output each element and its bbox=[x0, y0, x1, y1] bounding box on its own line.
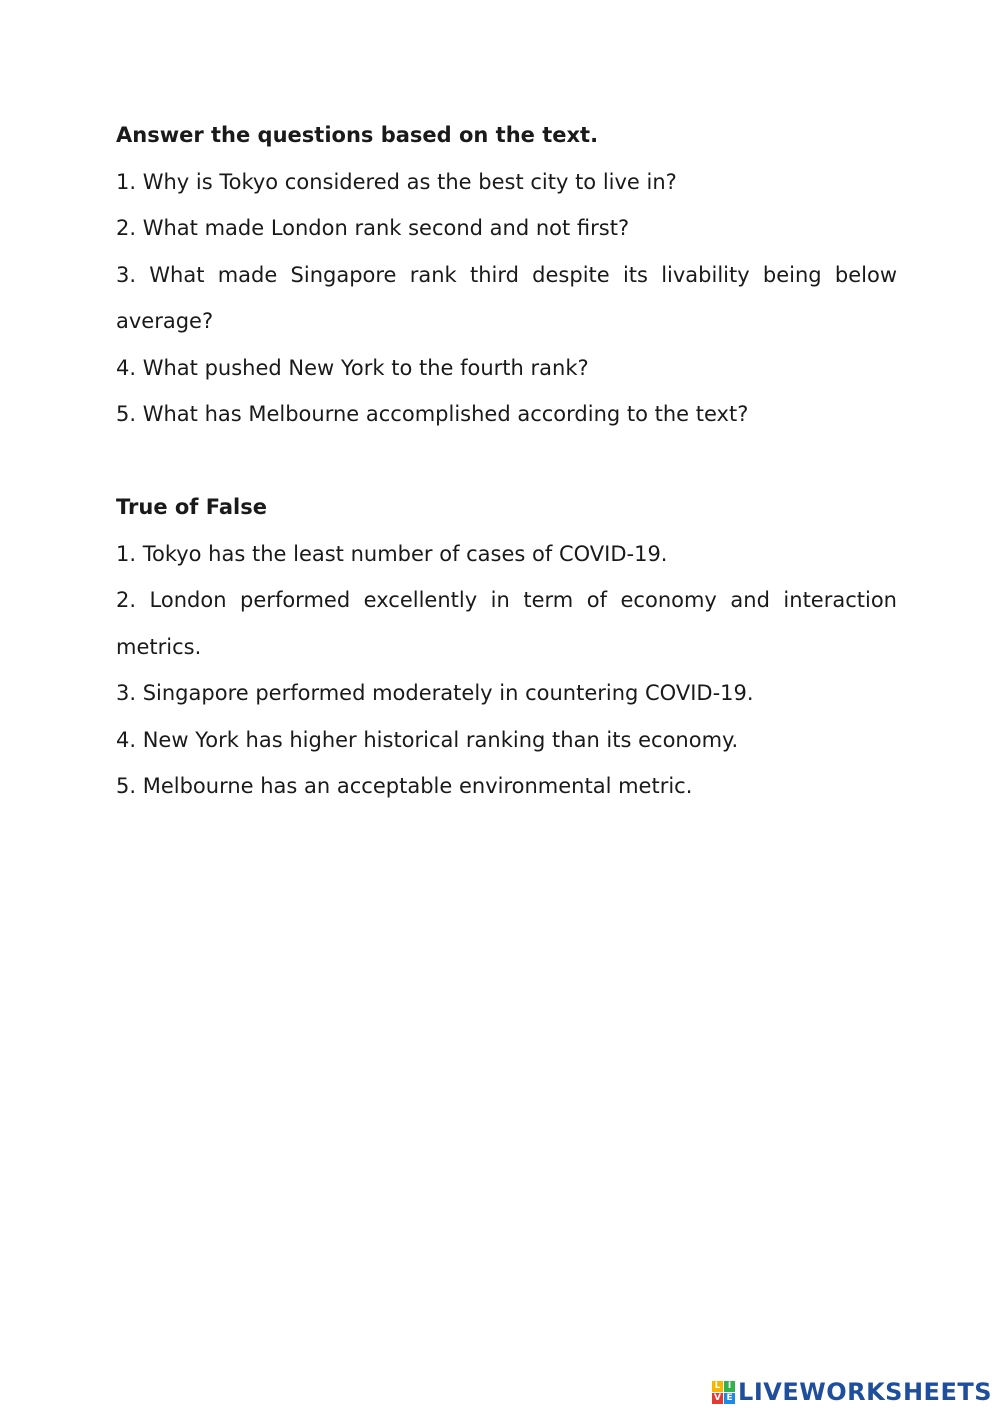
liveworksheets-logo-icon: L I V E bbox=[712, 1381, 735, 1404]
watermark-text: LIVEWORKSHEETS bbox=[738, 1378, 992, 1406]
statement-item: 3. Singapore performed moderately in countering COVID-19. bbox=[116, 681, 754, 705]
statement-item: 2. London performed excellently in term of economy and interaction metrics. bbox=[116, 588, 897, 659]
question-item: 2. What made London rank second and not first? bbox=[116, 216, 630, 240]
questions-section bbox=[116, 112, 897, 438]
question-item: 1. Why is Tokyo considered as the best city to live in? bbox=[116, 169, 677, 194]
true-false-section bbox=[116, 484, 897, 810]
worksheet-page bbox=[116, 112, 897, 810]
section-spacer bbox=[116, 438, 897, 485]
statement-item: 5. Melbourne has an acceptable environmental metric. bbox=[116, 774, 693, 798]
true-false-heading: True of False bbox=[116, 495, 267, 519]
liveworksheets-watermark bbox=[712, 1378, 992, 1406]
statement-item: 4. New York has higher historical ranking than its economy. bbox=[116, 727, 739, 752]
question-item: 3. What made Singapore rank third despite its livability being below average? bbox=[116, 262, 897, 333]
question-item: 4. What pushed New York to the fourth rank? bbox=[116, 355, 589, 380]
statement-item: 1. Tokyo has the least number of cases of COVID-19. bbox=[116, 541, 668, 566]
question-item: 5. What has Melbourne accomplished according to the text? bbox=[116, 402, 749, 426]
questions-heading: Answer the questions based on the text. bbox=[116, 123, 599, 147]
